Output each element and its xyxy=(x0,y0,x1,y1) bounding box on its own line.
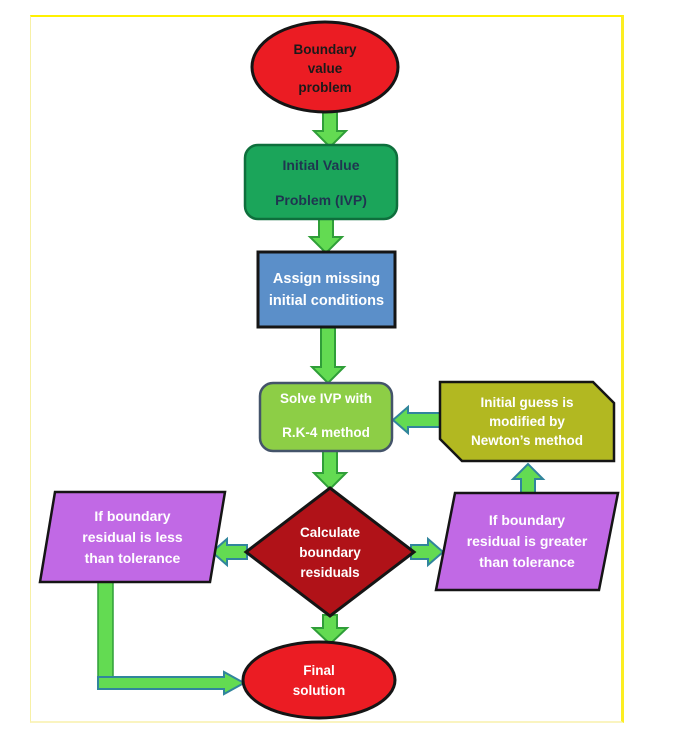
label-residual-less-tolerance: If boundary residual is less than tolerance xyxy=(82,507,183,566)
arrow-less-to-final xyxy=(98,672,244,694)
label-final-solution: Final solution xyxy=(292,662,346,698)
node-calculate-residuals xyxy=(246,488,414,616)
label-assign-missing-conditions: Assign missing initial conditions xyxy=(268,270,385,309)
node-assign-missing-conditions xyxy=(258,252,395,327)
arrow-bvp-to-ivp xyxy=(314,108,346,147)
label-initial-value-problem: Initial Value Problem (IVP) xyxy=(275,157,367,208)
arrow-residuals-to-final xyxy=(313,615,347,644)
label-boundary-value-problem: Boundary value problem xyxy=(293,41,357,95)
label-calculate-residuals: Calculate boundary residuals xyxy=(299,525,361,580)
arrow-solve-to-residuals xyxy=(314,449,346,489)
node-newton-modification xyxy=(440,382,614,461)
node-solve-ivp-rk4 xyxy=(260,383,392,451)
label-solve-ivp-rk4: Solve IVP with R.K-4 method xyxy=(279,391,373,440)
node-final-solution xyxy=(243,642,395,718)
label-residual-greater-tolerance: If boundary residual is greater than tolerance xyxy=(466,512,588,570)
connector-less-down-segment xyxy=(98,581,113,683)
node-residual-less-tolerance xyxy=(40,492,225,582)
node-boundary-value-problem xyxy=(252,22,398,112)
node-initial-value-problem xyxy=(245,145,397,219)
node-residual-greater-tolerance xyxy=(436,493,618,590)
arrow-ivp-to-assign xyxy=(310,216,342,253)
arrow-assign-to-solve xyxy=(312,325,344,383)
label-newton-modification: Initial guess is modified by Newton’s method xyxy=(470,395,583,448)
arrow-newton-to-solve xyxy=(393,407,441,433)
